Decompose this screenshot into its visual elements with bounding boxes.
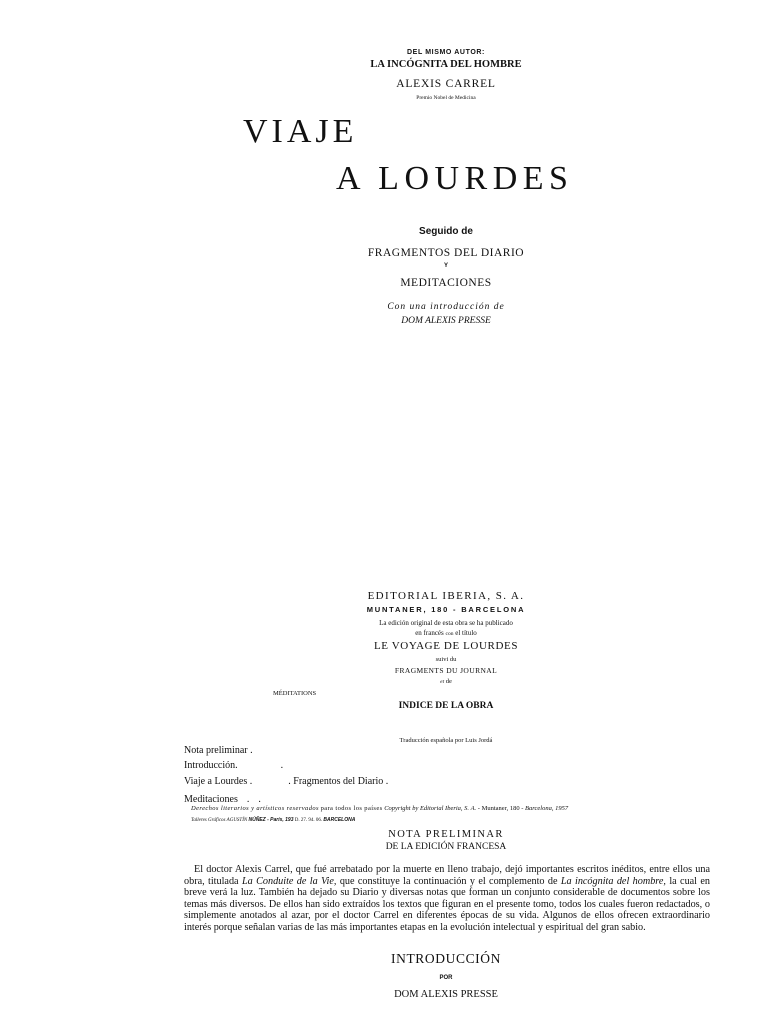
de-word: de [445, 678, 452, 685]
nota-preliminar-paragraph [184, 864, 710, 934]
toc-label-fragmentos: . Fragmentos del Diario [288, 776, 384, 787]
meditations: MÉDITATIONS [273, 690, 317, 697]
conjunction-y: Y [443, 263, 448, 269]
translation-credit: Traducción española por Luis Jordá [399, 737, 493, 744]
rights-copyright: Copyright by Editorial Iberia, S. A. [384, 805, 477, 812]
rights-reserved: Derechos literarios y artísticos reservados [191, 805, 319, 812]
et-de-line [0, 678, 768, 685]
introduccion-author: DOM ALEXIS PRESSE [394, 989, 498, 1000]
toc-label: Meditaciones [184, 794, 238, 805]
toc-label: Introducción. [184, 760, 238, 771]
para-part-2: lleno trabajo, dejó importantes escritos inéditos, entre ellos una obra, titulada [184, 864, 710, 887]
toc-item-meditaciones: Meditaciones . . [184, 794, 261, 805]
introduccion-heading: INTRODUCCIÓN [391, 951, 501, 966]
introduccion-por: POR [439, 975, 453, 981]
printer-code: D. 27. 94. 06. [294, 818, 323, 823]
rights-line [191, 805, 568, 812]
original-edition-line2 [0, 629, 768, 637]
nobel-prize: Premio Nobel de Medicina [416, 95, 476, 101]
meditaciones: MEDITACIONES [400, 277, 492, 289]
suivi-du: suivi du [435, 656, 457, 663]
original-el-titulo: el título [455, 629, 477, 637]
other-work-title: LA INCÓGNITA DEL HOMBRE [370, 59, 522, 70]
original-en-frances: en francés [415, 629, 444, 637]
printer-city: BARCELONA [323, 817, 356, 823]
original-con: con [445, 631, 454, 637]
para-work-1: La Conduite de la Vie, [241, 875, 337, 887]
author-name: ALEXIS CARREL [396, 78, 496, 90]
toc-label: Nota preliminar [184, 745, 248, 756]
intro-by: Con una introducción de [387, 302, 505, 312]
rights-address: - Muntaner, 180 - [477, 805, 524, 812]
printer-line [191, 817, 355, 823]
publisher-name: EDITORIAL IBERIA, S. A. [367, 590, 525, 602]
fragmentos-del-diario: FRAGMENTOS DEL DIARIO [367, 247, 525, 259]
title-line1: VIAJE [243, 113, 358, 150]
para-part-1: El doctor Alexis Carrel, que fué arrebatado por la muerte en [194, 864, 445, 875]
original-title: LE VOYAGE DE LOURDES [373, 640, 519, 652]
toc-label: Viaje a Lourdes [184, 776, 248, 787]
del-mismo-autor: DEL MISMO AUTOR: [407, 49, 485, 56]
toc-item-introduccion: Introducción. . [184, 760, 284, 771]
seguido-de: Seguido de [419, 226, 473, 237]
toc-item-viaje: Viaje a Lourdes . . Fragmentos del Diario . [184, 776, 389, 787]
printer-name: NÚÑEZ - París, 193 [248, 817, 294, 823]
edicion-francesa-heading: DE LA EDICIÓN FRANCESA [385, 842, 507, 852]
title-line2: A LOURDES [336, 160, 574, 197]
printer-workshop: Talleres Gráficos AGUSTÍN [191, 818, 248, 823]
para-work-2: La incógnita del hombre, [560, 875, 666, 887]
toc-item-nota: Nota preliminar . [184, 745, 253, 756]
fragments-du-journal: FRAGMENTS DU JOURNAL [394, 666, 498, 675]
intro-author: DOM ALEXIS PRESSE [401, 316, 491, 326]
para-part-3: que constituye la continuación y el complemento de [339, 875, 558, 887]
index-heading: INDICE DE LA OBRA [398, 701, 494, 711]
publisher-address: MUNTANER, 180 - BARCELONA [366, 605, 526, 614]
rights-city-year: Barcelona, 1957 [525, 805, 569, 812]
nota-preliminar-heading: NOTA PRELIMINAR [388, 829, 504, 840]
para-part-4: la cual en breve verá la luz. También ha dejado su Diario y diversas notas que forman un conjunto considerable de documentos sobre los temas más diversos. De ellos han sido extraídos los textos que figuran en el presente tomo, todos los cuales fueron redactados, o simplemente anotados al azar, por el doctor Carrel en diferentes épocas de su vida. Algunos de ellos ofrecen extraordinario interés porque señalan varias de las más importantes etapas en la evolución intelectual y espiritual del gran sabio. [184, 875, 711, 933]
original-edition-line1: La edición original de esta obra se ha publicado [379, 619, 513, 627]
rights-countries: para todos los países [320, 805, 383, 812]
et-word: et [440, 679, 445, 685]
